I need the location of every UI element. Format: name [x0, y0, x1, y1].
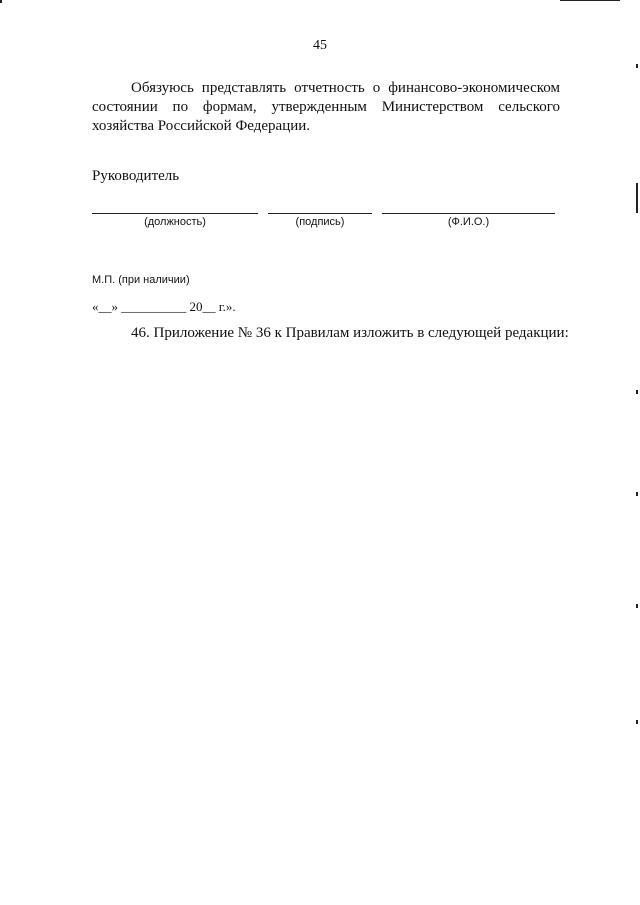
amendment-paragraph: 46. Приложение № 36 к Правилам изложить в следующей редакции:	[131, 325, 569, 341]
signature-line	[268, 213, 372, 214]
full-name-caption: (Ф.И.О.)	[447, 216, 490, 228]
scan-artifact	[0, 0, 2, 3]
obligation-paragraph: Обязуюсь представлять отчетность о финансово-экономическом состоянии по формам, утвержденным Министерством сельского хозяйства Российской Федерации.	[92, 80, 560, 134]
date-line: «__» __________ 20__ г.».	[92, 299, 236, 314]
page-number: 45	[313, 38, 327, 53]
scan-artifact	[636, 492, 638, 496]
scan-artifact	[636, 604, 638, 608]
scan-artifact	[636, 64, 638, 68]
full-name-line	[382, 213, 555, 214]
scan-artifact	[636, 183, 638, 213]
position-caption: (должность)	[144, 216, 206, 228]
scan-artifact	[636, 390, 638, 394]
role-label: Руководитель	[92, 168, 180, 184]
scan-artifact	[636, 720, 638, 724]
seal-note: М.П. (при наличии)	[92, 274, 190, 286]
scan-artifact	[560, 0, 620, 1]
signature-caption: (подпись)	[295, 216, 345, 228]
position-line	[92, 213, 258, 214]
